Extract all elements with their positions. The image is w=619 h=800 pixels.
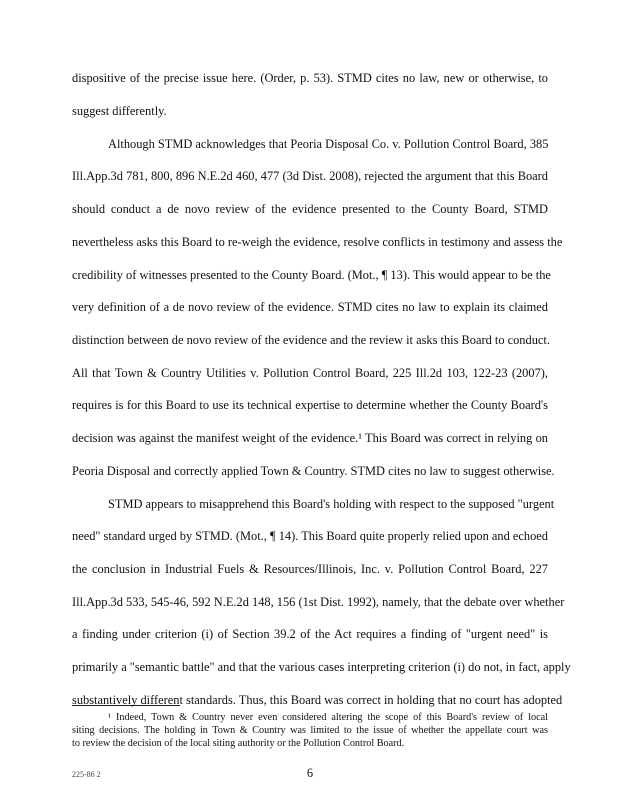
body-line-1: dispositive of the precise issue here. (Order, p. 53). STMD cites no law, new or otherwise, to [72,71,548,85]
body-line-4: Ill.App.3d 781, 800, 896 N.E.2d 460, 477 (3d Dist. 2008), rejected the argument that this Board [72,169,548,183]
body-line-7: credibility of witnesses presented to the County Board. (Mot., ¶ 13). This would appear to be the [72,268,551,282]
body-line-9: distinction between de novo review of the evidence and the review it asks this Board to conduct. [72,333,550,347]
body-line-5: should conduct a de novo review of the evidence presented to the County Board, STMD [72,202,548,216]
body-line-8: very definition of a de novo review of the evidence. STMD cites no law to explain its claimed [72,300,548,314]
page-number: 6 [306,766,314,780]
body-line-17: Ill.App.3d 533, 545-46, 592 N.E.2d 148, 156 (1st Dist. 1992), namely, that the debate over whether [72,595,565,609]
body-line-16: the conclusion in Industrial Fuels & Resources/Illinois, Inc. v. Pollution Control Board, 227 [72,562,548,576]
footnote-line-1: ¹ Indeed, Town & Country never even considered altering the scope of this Board's review of local [108,712,548,723]
body-line-11: requires is for this Board to use its technical expertise to determine whether the County Board's [72,398,548,412]
body-line-3: Although STMD acknowledges that Peoria Disposal Co. v. Pollution Control Board, 385 [108,137,549,151]
body-line-10: All that Town & Country Utilities v. Pollution Control Board, 225 Ill.2d 103, 122-23 (2007), [72,366,548,380]
body-line-19: primarily a "semantic battle" and that the various cases interpreting criterion (i) do not, in fact, apply [72,660,571,674]
footnote-line-2: siting decisions. The holding in Town & Country was limited to the issue of whether the appellate court was [72,725,548,736]
footnote-line-3: to review the decision of the local siting authority or the Pollution Control Board. [72,738,405,749]
body-line-13: Peoria Disposal and correctly applied Town & Country. STMD cites no law to suggest otherwise. [72,464,555,478]
body-line-2: suggest differently. [72,104,167,118]
footnote-rule [72,705,180,706]
doc-id: 225-86 2 [72,770,101,779]
body-line-18: a finding under criterion (i) of Section 39.2 of the Act requires a finding of "urgent need" is [72,627,548,641]
body-line-15: need" standard urged by STMD. (Mot., ¶ 14). This Board quite properly relied upon and echoed [72,529,548,543]
body-line-12: decision was against the manifest weight of the evidence.¹ This Board was correct in relying on [72,431,548,445]
body-line-14: STMD appears to misapprehend this Board's holding with respect to the supposed "urgent [108,497,555,511]
body-line-6: nevertheless asks this Board to re-weigh the evidence, resolve conflicts in testimony and assess the [72,235,563,249]
body-line-20: substantively different standards. Thus, this Board was correct in holding that no court has adopted [72,693,563,707]
